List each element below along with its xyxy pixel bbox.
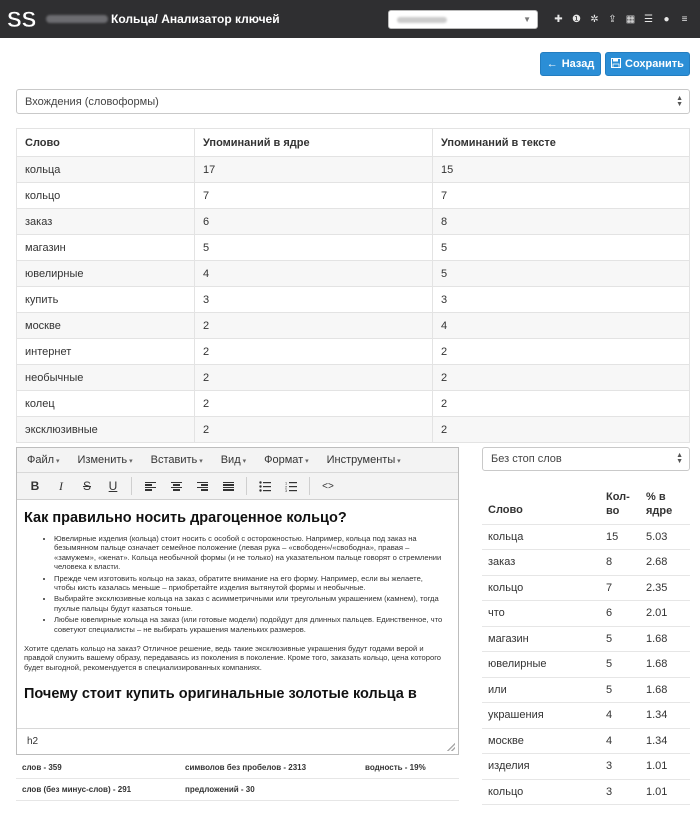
table-row[interactable] [482,779,690,805]
word-cell: колец [17,391,195,417]
stat-words-minus: слов (без минус-слов) - 291 [22,785,132,794]
svg-text:1: 1 [285,481,288,485]
word-cell: украшения [482,703,600,729]
user-icon[interactable]: ● [663,13,670,25]
percent-cell: 1.68 [640,677,690,703]
breadcrumb-text: Кольца/ Анализатор ключей [111,12,280,26]
table-header-row [482,484,690,524]
column-header-percent[interactable]: % в ядре [640,484,690,524]
list-icon[interactable]: ☰ [644,13,653,25]
stat-water: водность - 19% [365,763,426,772]
text-mentions-cell: 2 [433,365,690,391]
count-cell: 5 [600,652,640,678]
editor-content[interactable] [17,500,458,727]
grid-icon[interactable]: ▦ [625,13,636,25]
list-item: • Прежде чем изготовить кольцо на заказ, обратите внимание на его форму. Например, если вы желаете, чтобы кисть казалась меньше – приобретайте изделия вытянутой формы и необычные. [54,574,446,593]
strikethrough-icon[interactable]: S [82,479,91,493]
chevron-down-icon: ▼ [523,15,531,24]
percent-cell: 2.01 [640,601,690,627]
percent-cell: 1.34 [640,728,690,754]
core-mentions-cell: 2 [195,365,433,391]
svg-text:SS: SS [7,7,37,32]
percent-cell: 1.68 [640,626,690,652]
frequency-table-container[interactable] [482,484,690,798]
core-mentions-cell: 5 [195,235,433,261]
svg-text:2: 2 [285,484,288,489]
list-item: • Ювелирные изделия (кольца) стоит носить с особой с осторожностью. Например, кольца под заказ на безымянном пальце означает семейное положение (левая рука – «свободен»/«свободна», правая – «замужем», «женат». Кольца необычной формы (и не только) на указательном пальце говорят о стремлении человека к власти. [54,534,446,572]
element-path[interactable]: h2 [27,736,39,747]
word-cell: кольцо [482,779,600,805]
text-mentions-cell: 5 [433,235,690,261]
resize-handle-icon[interactable] [447,743,455,751]
table-row[interactable] [17,391,690,417]
word-cell: магазин [482,626,600,652]
word-cell: необычные [17,365,195,391]
percent-cell: 5.03 [640,524,690,550]
bullet-list-icon[interactable] [253,476,277,496]
stopwords-select[interactable]: Без стоп слов ▲ ▼ [482,447,690,471]
content-bullet-list [54,534,446,634]
word-cell: купить [17,287,195,313]
count-cell: 5 [600,677,640,703]
text-mentions-cell: 15 [433,157,690,183]
count-cell: 5 [600,626,640,652]
core-mentions-cell: 2 [195,391,433,417]
word-cell: интернет [17,339,195,365]
breadcrumb-project-blurred[interactable] [46,15,108,23]
content-paragraph: Хотите сделать кольцо на заказ? Отличное решение, ведь такие эксклюзивные украшения будут годами верой и правдой служить вашему образу, передаваясь из поколения в поколение. Кроме того, заказать кольцо, цена которого будет выгодной, рекомендуется в специализированных компаниях. [24,644,442,672]
core-mentions-cell: 4 [195,261,433,287]
breadcrumb [46,12,280,26]
keyword-table-container[interactable] [16,128,690,436]
column-header-count[interactable]: Кол-во [600,484,640,524]
table-row[interactable] [482,677,690,703]
menu-edit[interactable]: Изменить ▾ [78,454,133,466]
table-row[interactable] [482,524,690,550]
upload-icon[interactable]: ⇪ [608,13,617,25]
column-header-word[interactable]: Слово [17,129,195,157]
word-cell: кольцо [482,575,600,601]
word-cell: эксклюзивные [17,417,195,443]
text-mentions-cell: 2 [433,339,690,365]
align-right-icon[interactable] [190,476,214,496]
plus-icon[interactable]: ✚ [554,13,563,25]
table-row[interactable] [482,601,690,627]
count-cell: 15 [600,524,640,550]
table-row[interactable] [17,365,690,391]
count-cell: 8 [600,550,640,576]
toolbar-divider [309,477,310,495]
align-center-icon[interactable] [164,476,188,496]
core-mentions-cell: 2 [195,313,433,339]
table-row[interactable] [482,728,690,754]
toolbar-divider [246,477,247,495]
content-heading-1: Как правильно носить драгоценное кольцо? [24,510,347,526]
table-row[interactable] [482,575,690,601]
list-item: • Выбирайте эксклюзивные кольца на заказ с асимметричными или треугольным украшением (камнем), тогда пухлые пальцы будут казаться тоньше. [54,594,446,613]
table-row[interactable] [17,287,690,313]
word-cell: кольца [17,157,195,183]
table-row[interactable] [482,703,690,729]
percent-cell: 1.01 [640,754,690,780]
table-header-row [17,129,690,157]
count-cell: 7 [600,575,640,601]
column-header-word[interactable]: Слово [482,484,600,524]
text-mentions-cell: 2 [433,417,690,443]
menu-view[interactable]: Вид ▾ [221,454,246,466]
app-logo[interactable] [4,4,36,34]
text-mentions-cell: 5 [433,261,690,287]
word-cell: кольцо [17,183,195,209]
count-cell: 6 [600,601,640,627]
percent-cell: 2.35 [640,575,690,601]
italic-icon[interactable]: I [59,478,63,493]
percent-cell: 1.68 [640,652,690,678]
count-cell: 3 [600,754,640,780]
percent-cell: 2.68 [640,550,690,576]
text-mentions-cell: 8 [433,209,690,235]
editor-menubar [17,448,458,473]
keyword-table [16,128,690,443]
text-mentions-cell: 3 [433,287,690,313]
rich-text-editor [16,447,459,755]
stat-words: слов - 359 [22,763,62,772]
text-mentions-cell: 4 [433,313,690,339]
menu-icon[interactable]: ≡ [681,13,688,25]
toolbar-divider [131,477,132,495]
count-cell: 3 [600,779,640,805]
word-cell: ювелирные [482,652,600,678]
text-mentions-cell: 2 [433,391,690,417]
column-header-text-mentions[interactable]: Упоминаний в тексте [433,129,690,157]
editor-statusbar [17,728,458,754]
percent-cell: 1.34 [640,703,690,729]
editor-toolbar [17,473,458,500]
word-cell: магазин [17,235,195,261]
core-mentions-cell: 17 [195,157,433,183]
word-cell: изделия [482,754,600,780]
percent-cell: 1.01 [640,779,690,805]
table-row[interactable] [17,417,690,443]
word-cell: москве [482,728,600,754]
table-row[interactable] [17,339,690,365]
menu-format[interactable]: Формат ▾ [264,454,309,466]
content-heading-2: Почему стоит купить оригинальные золотые кольца в [24,686,417,703]
info-icon[interactable]: ❶ [572,13,581,25]
occurrence-mode-select[interactable]: Вхождения (словоформы) ▲ ▼ [16,89,690,114]
core-mentions-cell: 6 [195,209,433,235]
stat-chars: символов без пробелов - 2313 [185,763,307,772]
arrow-left-icon: ← [546,58,558,70]
align-justify-icon[interactable] [216,476,240,496]
count-cell: 4 [600,728,640,754]
menu-tools[interactable]: Инструменты ▾ [327,454,401,466]
table-row[interactable] [482,652,690,678]
word-cell: или [482,677,600,703]
word-cell: кольца [482,524,600,550]
core-mentions-cell: 2 [195,339,433,365]
word-cell: что [482,601,600,627]
source-code-icon[interactable]: <> [322,480,334,492]
word-cell: заказ [17,209,195,235]
word-cell: москве [17,313,195,339]
table-row[interactable] [17,157,690,183]
table-row[interactable] [17,209,690,235]
core-mentions-cell: 2 [195,417,433,443]
select-arrows-icon: ▲ ▼ [676,94,683,108]
table-row[interactable] [482,754,690,780]
list-item: • Любые ювелирные кольца на заказ (или готовые модели) подойдут для длинных пальцев. Единственное, что советуют специалисты – не выбирать украшения маленьких размеров. [54,615,446,634]
frequency-table [482,484,690,805]
divider [16,778,459,779]
numbered-list-icon[interactable] [279,476,303,496]
svg-text:3: 3 [285,488,288,493]
select-arrows-icon: ▲ ▼ [676,452,683,465]
stat-sentences: предложений - 30 [185,785,255,794]
top-icon-bar [551,0,692,38]
text-mentions-cell: 7 [433,183,690,209]
count-cell: 4 [600,703,640,729]
table-row[interactable] [17,313,690,339]
project-select[interactable] [388,10,538,29]
table-row[interactable] [17,261,690,287]
save-button[interactable]: Сохранить [605,52,690,76]
underline-icon[interactable]: U [108,479,118,493]
align-left-icon[interactable] [138,476,162,496]
core-mentions-cell: 3 [195,287,433,313]
table-row[interactable] [482,550,690,576]
bold-icon[interactable]: B [30,479,40,493]
divider [16,800,459,801]
back-button[interactable]: ← Назад [540,52,601,76]
share-icon[interactable]: ✲ [590,13,599,25]
project-select-value-blurred [397,17,447,23]
table-row[interactable] [482,626,690,652]
menu-file[interactable]: Файл ▾ [27,454,60,466]
core-mentions-cell: 7 [195,183,433,209]
top-navbar [0,0,700,38]
word-cell: ювелирные [17,261,195,287]
word-cell: заказ [482,550,600,576]
menu-insert[interactable]: Вставить ▾ [151,454,203,466]
table-row[interactable] [17,235,690,261]
column-header-core-mentions[interactable]: Упоминаний в ядре [195,129,433,157]
floppy-disk-icon [611,58,621,71]
table-row[interactable] [17,183,690,209]
